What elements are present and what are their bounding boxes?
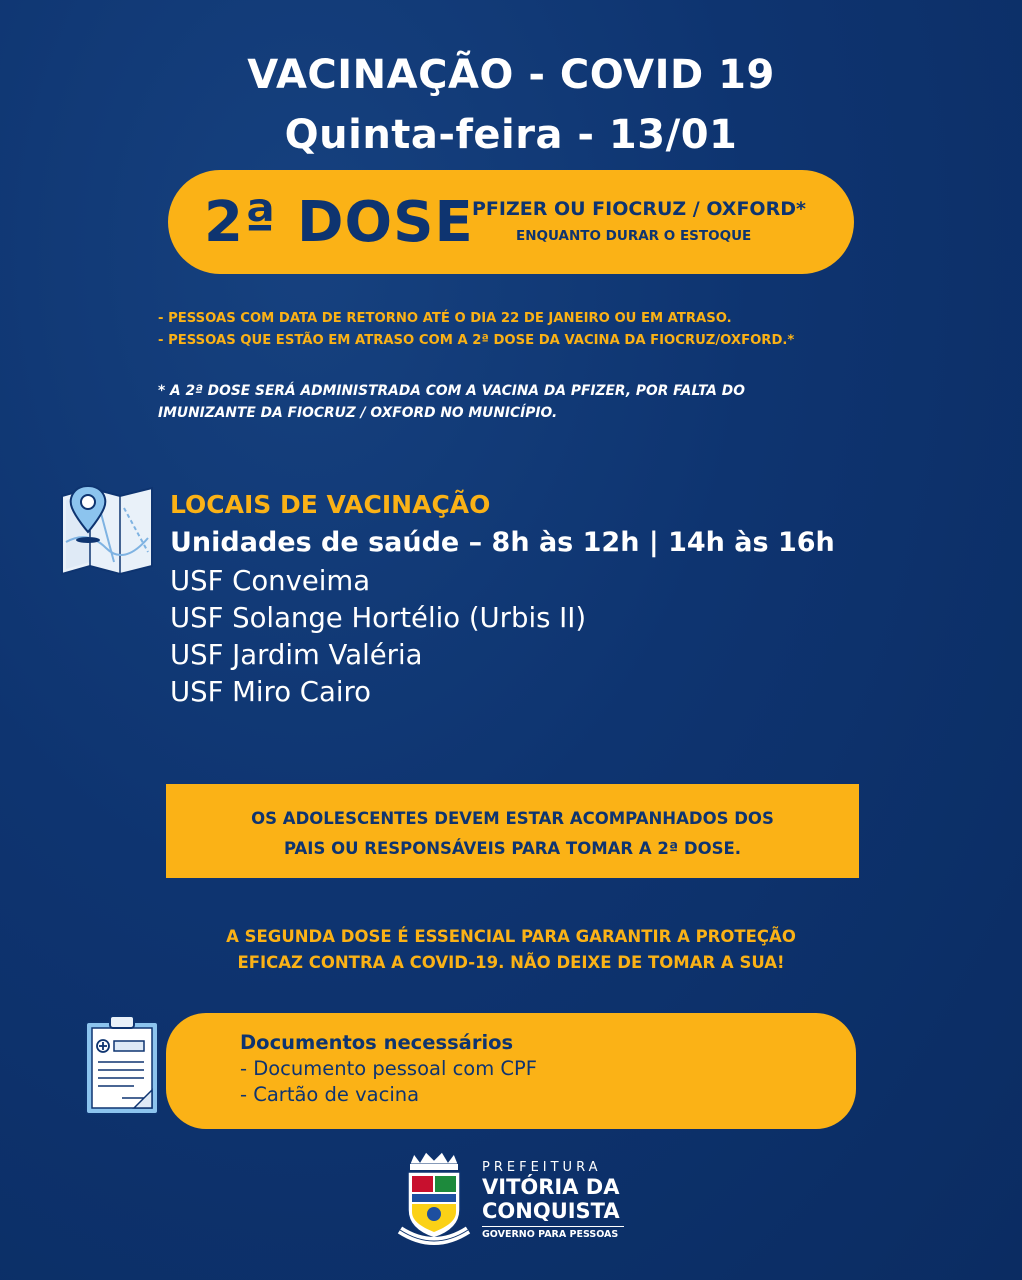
logo-prefeitura: PREFEITURA: [482, 1160, 602, 1175]
second-dose-notice: [0, 924, 1022, 976]
logo-city-line1: VITÓRIA DA: [482, 1175, 620, 1199]
location-item: USF Solange Hortélio (Urbis II): [170, 602, 587, 634]
coat-of-arms-icon: [396, 1150, 472, 1250]
dose-label: 2ª DOSE: [204, 190, 474, 255]
criteria-item: - PESSOAS QUE ESTÃO EM ATRASO COM A 2ª DOSE DA VACINA DA FIOCRUZ/OXFORD.*: [158, 333, 795, 348]
locations-list: [170, 563, 586, 711]
dose-banner: [168, 170, 854, 274]
page-subtitle-date: Quinta-feira - 13/01: [284, 112, 738, 158]
page-title: VACINAÇÃO - COVID 19: [247, 52, 775, 98]
teen-notice-line: PAIS OU RESPONSÁVEIS PARA TOMAR A 2ª DOSE.: [283, 839, 742, 858]
second-dose-line: A SEGUNDA DOSE É ESSENCIAL PARA GARANTIR A PROTEÇÃO: [226, 927, 796, 946]
documents-title: Documentos necessários: [240, 1031, 514, 1054]
teen-notice-line: OS ADOLESCENTES DEVEM ESTAR ACOMPANHADOS DOS: [251, 809, 774, 828]
documents-box: [166, 1013, 856, 1129]
locations-hours: Unidades de saúde – 8h às 12h | 14h às 16h: [170, 527, 835, 558]
footnote-line: * A 2ª DOSE SERÁ ADMINISTRADA COM A VACINA DA PFIZER, POR FALTA DO: [158, 383, 745, 399]
second-dose-line: EFICAZ CONTRA A COVID-19. NÃO DEIXE DE TOMAR A SUA!: [237, 953, 785, 972]
location-item: USF Miro Cairo: [170, 676, 371, 708]
footnote-line: IMUNIZANTE DA FIOCRUZ / OXFORD NO MUNICÍPIO.: [158, 405, 558, 421]
municipality-logo: [482, 1160, 624, 1240]
location-item: USF Conveima: [170, 565, 371, 597]
footnote: [158, 380, 745, 424]
map-icon: [58, 482, 156, 578]
teen-notice: [166, 784, 859, 878]
vaccine-label: PFIZER OU FIOCRUZ / OXFORD*: [472, 198, 806, 220]
document-item: - Cartão de vacina: [240, 1083, 420, 1106]
document-item: - Documento pessoal com CPF: [240, 1057, 538, 1080]
clipboard-icon: [82, 1012, 162, 1118]
criteria-list: [158, 308, 794, 352]
locations-title: LOCAIS DE VACINAÇÃO: [170, 490, 491, 519]
location-item: USF Jardim Valéria: [170, 639, 423, 671]
logo-tagline: GOVERNO PARA PESSOAS: [482, 1226, 624, 1240]
stock-note: ENQUANTO DURAR O ESTOQUE: [516, 228, 752, 244]
criteria-item: - PESSOAS COM DATA DE RETORNO ATÉ O DIA 22 DE JANEIRO OU EM ATRASO.: [158, 311, 732, 326]
logo-city-line2: CONQUISTA: [482, 1199, 620, 1223]
